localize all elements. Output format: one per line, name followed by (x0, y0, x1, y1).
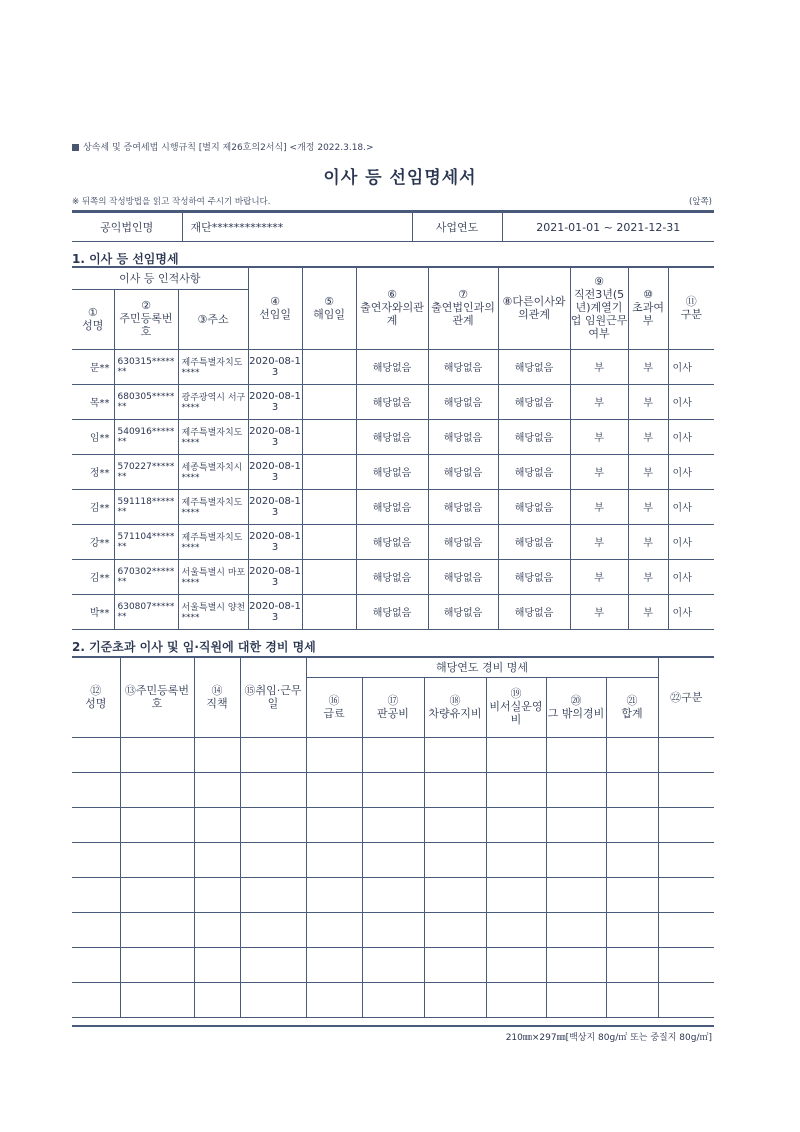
col-position-header: ⑭ 직책 (194, 657, 240, 737)
cell-director-relation: 해당없음 (498, 349, 570, 384)
expense-row (72, 947, 714, 982)
expense-cell (658, 982, 714, 1017)
year-sep: ~ (603, 220, 613, 234)
section1-title: 1. 이사 등 선임명세 (72, 252, 179, 266)
expense-cell (658, 842, 714, 877)
section2-title: 2. 기준초과 이사 및 임·직원에 대한 경비 명세 (72, 640, 316, 654)
expense-cell (606, 982, 658, 1017)
footer-rule (72, 1025, 714, 1027)
director-row (72, 559, 714, 594)
col-total-header: ㉑ 합계 (606, 677, 658, 737)
cell-address: 제주특별자치도 **** (178, 419, 248, 454)
expense-cell (72, 982, 120, 1017)
cell-name: 목** (72, 384, 114, 419)
cell-dismissed (302, 594, 356, 629)
expense-row (72, 877, 714, 912)
col-exp-rrn-header: ⑬주민등록번호 (120, 657, 194, 737)
expense-cell (424, 772, 486, 807)
year-start: 2021-01-01 (536, 220, 601, 234)
expense-cell (486, 877, 546, 912)
cell-affiliate: 부 (570, 489, 628, 524)
cell-excess: 부 (628, 454, 668, 489)
expense-cell (362, 877, 424, 912)
expense-table (72, 656, 714, 1018)
expense-cell (606, 912, 658, 947)
expense-cell (486, 947, 546, 982)
cell-appointed: 2020-08-13 (248, 419, 302, 454)
expense-cell (606, 877, 658, 912)
col-address-header: ③주소 (178, 289, 248, 349)
cell-rrn: 630315******* (114, 349, 178, 384)
cell-director-relation: 해당없음 (498, 419, 570, 454)
cell-donor-relation: 해당없음 (356, 349, 428, 384)
expense-cell (424, 842, 486, 877)
cell-name: 정** (72, 454, 114, 489)
expense-cell (424, 947, 486, 982)
expense-cell (658, 877, 714, 912)
expense-cell (72, 912, 120, 947)
expense-cell (424, 982, 486, 1017)
cell-address: 서울특별시 양천**** (178, 594, 248, 629)
cell-type: 이사 (668, 594, 714, 629)
cell-director-relation: 해당없음 (498, 454, 570, 489)
cell-donor-relation: 해당없음 (356, 384, 428, 419)
cell-donor-relation: 해당없음 (356, 489, 428, 524)
expense-cell (424, 807, 486, 842)
document-title: 이사 등 선임명세서 (323, 168, 477, 188)
expense-cell (546, 912, 606, 947)
cell-appointed: 2020-08-13 (248, 454, 302, 489)
cell-dismissed (302, 454, 356, 489)
col-excess-header: ⑩ 초과여부 (628, 267, 668, 349)
cell-rrn: 570227******* (114, 454, 178, 489)
expense-cell (486, 842, 546, 877)
cell-excess: 부 (628, 594, 668, 629)
cell-name: 강** (72, 524, 114, 559)
director-row (72, 524, 714, 559)
expense-cell (194, 947, 240, 982)
expense-cell (546, 737, 606, 772)
expense-row (72, 772, 714, 807)
cell-corp-relation: 해당없음 (428, 384, 498, 419)
expense-row (72, 842, 714, 877)
expense-cell (120, 877, 194, 912)
col-dismissed-header: ⑤ 해임일 (302, 267, 356, 349)
page-side-label: (앞쪽) (688, 197, 712, 207)
expense-cell (72, 877, 120, 912)
expense-cell (546, 982, 606, 1017)
personal-info-header: 이사 등 인적사항 (72, 267, 248, 289)
expense-cell (120, 947, 194, 982)
expense-cell (194, 912, 240, 947)
cell-director-relation: 해당없음 (498, 524, 570, 559)
cell-corp-relation: 해당없음 (428, 419, 498, 454)
director-row (72, 384, 714, 419)
expense-cell (240, 842, 306, 877)
square-bullet-icon (72, 144, 79, 151)
cell-donor-relation: 해당없음 (356, 524, 428, 559)
expense-cell (306, 842, 362, 877)
cell-type: 이사 (668, 384, 714, 419)
expense-cell (362, 947, 424, 982)
cell-corp-relation: 해당없음 (428, 454, 498, 489)
cell-dismissed (302, 559, 356, 594)
expense-cell (240, 807, 306, 842)
expense-row (72, 982, 714, 1017)
cell-rrn: 630807******* (114, 594, 178, 629)
col-salary-header: ⑯ 급료 (306, 677, 362, 737)
expense-cell (72, 807, 120, 842)
cell-rrn: 680305******* (114, 384, 178, 419)
cell-type: 이사 (668, 419, 714, 454)
expense-cell (120, 772, 194, 807)
expense-cell (306, 947, 362, 982)
corp-name-label: 공익법인명 (72, 212, 182, 242)
expense-cell (606, 772, 658, 807)
cell-appointed: 2020-08-13 (248, 384, 302, 419)
cell-excess: 부 (628, 384, 668, 419)
year-label: 사업연도 (412, 212, 502, 242)
expense-cell (120, 842, 194, 877)
expense-cell (194, 982, 240, 1017)
cell-dismissed (302, 489, 356, 524)
cell-appointed: 2020-08-13 (248, 489, 302, 524)
expense-cell (486, 912, 546, 947)
expense-cell (486, 737, 546, 772)
expense-row (72, 912, 714, 947)
expense-cell (362, 772, 424, 807)
expense-cell (424, 737, 486, 772)
cell-type: 이사 (668, 524, 714, 559)
corp-name-value: 재단************* (182, 212, 412, 242)
cell-director-relation: 해당없음 (498, 384, 570, 419)
expense-cell (362, 912, 424, 947)
col-name-header: ① 성명 (72, 289, 114, 349)
cell-affiliate: 부 (570, 349, 628, 384)
cell-excess: 부 (628, 559, 668, 594)
cell-donor-relation: 해당없음 (356, 594, 428, 629)
expense-cell (120, 982, 194, 1017)
expense-cell (306, 807, 362, 842)
expense-cell (240, 982, 306, 1017)
cell-address: 제주특별자치도 **** (178, 524, 248, 559)
expense-cell (362, 737, 424, 772)
expense-cell (240, 737, 306, 772)
expense-cell (120, 807, 194, 842)
col-exp-name-header: ⑫ 성명 (72, 657, 120, 737)
expense-cell (306, 772, 362, 807)
col-affiliate-header: ⑨ 직전3년(5년)계열기업 임원근무여부 (570, 267, 628, 349)
cell-type: 이사 (668, 454, 714, 489)
cell-dismissed (302, 384, 356, 419)
col-director-relation-header: ⑧다른이사와의관계 (498, 267, 570, 349)
expense-cell (658, 807, 714, 842)
cell-affiliate: 부 (570, 384, 628, 419)
col-type-header: ⑪ 구분 (668, 267, 714, 349)
expense-cell (306, 877, 362, 912)
expense-cell (606, 947, 658, 982)
cell-excess: 부 (628, 524, 668, 559)
col-exp-type-header: ㉒구분 (658, 657, 714, 737)
cell-address: 제주특별자치도 **** (178, 489, 248, 524)
cell-name: 김** (72, 489, 114, 524)
expense-cell (194, 877, 240, 912)
cell-name: 임** (72, 419, 114, 454)
cell-corp-relation: 해당없음 (428, 524, 498, 559)
regulation-text: 상속세 및 증여세법 시행규칙 [별지 제26호의2서식] <개정 2022.3.18.> (83, 143, 374, 153)
expense-cell (546, 877, 606, 912)
cell-rrn: 670302******* (114, 559, 178, 594)
expense-cell (194, 737, 240, 772)
expense-cell (72, 947, 120, 982)
cell-dismissed (302, 524, 356, 559)
expense-cell (240, 947, 306, 982)
expense-cell (606, 842, 658, 877)
col-donor-relation-header: ⑥ 출연자와의관계 (356, 267, 428, 349)
cell-dismissed (302, 349, 356, 384)
cell-affiliate: 부 (570, 419, 628, 454)
expense-cell (658, 912, 714, 947)
cell-type: 이사 (668, 349, 714, 384)
expense-cell (72, 737, 120, 772)
cell-type: 이사 (668, 559, 714, 594)
cell-affiliate: 부 (570, 559, 628, 594)
col-corp-relation-header: ⑦ 출연법인과의관계 (428, 267, 498, 349)
expense-cell (194, 807, 240, 842)
expense-cell (72, 842, 120, 877)
director-row (72, 454, 714, 489)
paper-spec: 210㎜×297㎜[백상지 80g/㎡ 또는 중질지 80g/㎡] (505, 1033, 712, 1043)
expense-cell (546, 842, 606, 877)
expense-cell (658, 737, 714, 772)
expense-cell (424, 912, 486, 947)
cell-affiliate: 부 (570, 524, 628, 559)
director-row (72, 419, 714, 454)
expense-cell (194, 842, 240, 877)
cell-donor-relation: 해당없음 (356, 419, 428, 454)
cell-corp-relation: 해당없음 (428, 594, 498, 629)
year-end: 2021-12-31 (616, 220, 681, 234)
cell-dismissed (302, 419, 356, 454)
expense-cell (486, 982, 546, 1017)
cell-type: 이사 (668, 489, 714, 524)
director-row (72, 349, 714, 384)
expense-row (72, 807, 714, 842)
expense-cell (658, 772, 714, 807)
col-other-header: ⑳ 그 밖의경비 (546, 677, 606, 737)
expense-cell (120, 737, 194, 772)
expense-cell (486, 772, 546, 807)
col-secretary-header: ⑲ 비서실운영비 (486, 677, 546, 737)
cell-appointed: 2020-08-13 (248, 349, 302, 384)
regulation-line (72, 140, 374, 153)
cell-director-relation: 해당없음 (498, 559, 570, 594)
director-row (72, 594, 714, 629)
cell-appointed: 2020-08-13 (248, 594, 302, 629)
cell-director-relation: 해당없음 (498, 489, 570, 524)
expense-cell (362, 982, 424, 1017)
cell-excess: 부 (628, 349, 668, 384)
cell-corp-relation: 해당없음 (428, 559, 498, 594)
cell-name: 박** (72, 594, 114, 629)
cell-appointed: 2020-08-13 (248, 559, 302, 594)
cell-corp-relation: 해당없음 (428, 489, 498, 524)
cell-rrn: 591118******* (114, 489, 178, 524)
cell-corp-relation: 해당없음 (428, 349, 498, 384)
cell-appointed: 2020-08-13 (248, 524, 302, 559)
cell-excess: 부 (628, 419, 668, 454)
expense-cell (546, 947, 606, 982)
expense-cell (240, 877, 306, 912)
cell-donor-relation: 해당없음 (356, 454, 428, 489)
corp-info-table (72, 210, 714, 242)
expense-cell (546, 772, 606, 807)
expense-cell (658, 947, 714, 982)
expense-cell (194, 772, 240, 807)
cell-excess: 부 (628, 489, 668, 524)
cell-director-relation: 해당없음 (498, 594, 570, 629)
cell-name: 김** (72, 559, 114, 594)
expense-cell (240, 912, 306, 947)
cell-address: 제주특별자치도 **** (178, 349, 248, 384)
cell-address: 세종특별자치시 **** (178, 454, 248, 489)
col-entertainment-header: ⑰ 판공비 (362, 677, 424, 737)
expense-cell (306, 737, 362, 772)
cell-name: 문** (72, 349, 114, 384)
expense-cell (120, 912, 194, 947)
director-table (72, 266, 714, 630)
expense-cell (362, 842, 424, 877)
cell-donor-relation: 해당없음 (356, 559, 428, 594)
expense-cell (240, 772, 306, 807)
expense-cell (362, 807, 424, 842)
year-range (502, 212, 714, 242)
expense-cell (306, 982, 362, 1017)
cell-rrn: 571104******* (114, 524, 178, 559)
expense-group-header: 해당연도 경비 명세 (306, 657, 658, 677)
director-row (72, 489, 714, 524)
col-appointed-header: ④ 선임일 (248, 267, 302, 349)
instruction-note: ※ 뒤쪽의 작성방법을 읽고 작성하여 주시기 바랍니다. (72, 197, 271, 207)
expense-cell (72, 772, 120, 807)
expense-cell (606, 737, 658, 772)
expense-cell (306, 912, 362, 947)
col-vehicle-header: ⑱ 차량유지비 (424, 677, 486, 737)
expense-cell (546, 807, 606, 842)
col-rrn-header: ② 주민등록번호 (114, 289, 178, 349)
cell-rrn: 540916******* (114, 419, 178, 454)
cell-affiliate: 부 (570, 454, 628, 489)
cell-address: 광주광역시 서구**** (178, 384, 248, 419)
expense-row (72, 737, 714, 772)
cell-affiliate: 부 (570, 594, 628, 629)
expense-cell (424, 877, 486, 912)
expense-cell (606, 807, 658, 842)
expense-cell (486, 807, 546, 842)
col-start-date-header: ⑮취임·근무일 (240, 657, 306, 737)
cell-address: 서울특별시 마포**** (178, 559, 248, 594)
